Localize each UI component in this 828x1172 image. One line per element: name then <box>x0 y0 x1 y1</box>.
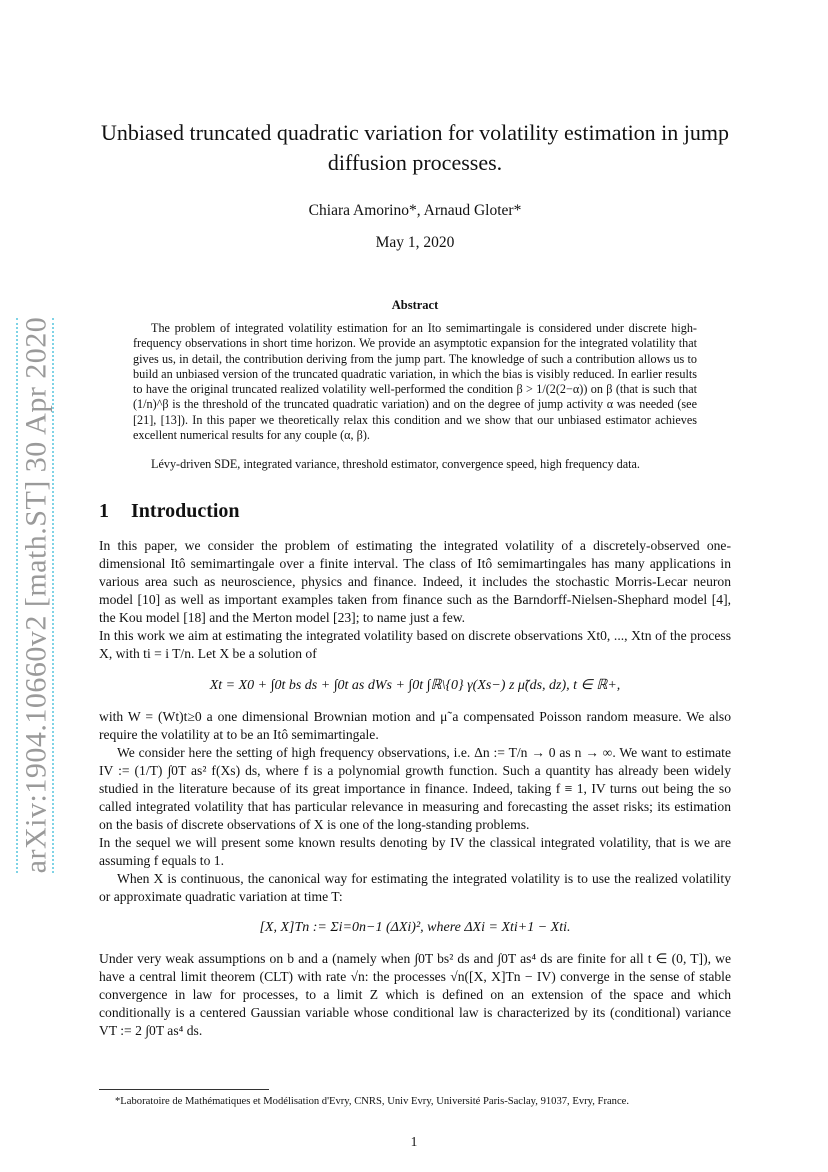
abstract-text: The problem of integrated volatility estimation for an Ito semimartingale is considered under discrete high-frequency observations in short time horizon. We provide an asymptotic expansion for the integrated volatility that gives us, in detail, the contribution deriving from the jump part. The knowledge of such a contribution allows us to build an unbiased version of the truncated quadratic variation, in which the bias is visibly reduced. In earlier results to have the original truncated realized volatility well-performed the condition β > 1/(2(2−α)) on β (that is such that (1/n)^β is the threshold of the truncated quadratic variation) and on the degree of jump activity α was needed (see [21], [13]). In this paper we theoretically relax this condition and we show that our unbiased estimator achieves excellent numerical results for any couple (α, β). <box>133 321 697 443</box>
keywords: Lévy-driven SDE, integrated variance, threshold estimator, convergence speed, high frequency data. <box>151 457 640 472</box>
abstract-heading: Abstract <box>391 298 439 312</box>
date: May 1, 2020 <box>375 234 455 251</box>
paragraph: In the sequel we will present some known results denoting by IV the classical integrated volatility, that is we are assuming f equals to 1. <box>99 835 731 869</box>
paragraph: In this paper, we consider the problem of estimating the integrated volatility of a discretely-observed one-dimensional Itô semimartingale over a finite interval. The class of Itô semimartingales has many applications in various area such as neuroscience, physics and finance. Indeed, it includes the stochastic Morris-Lecar neuron model [10] as well as important examples taken from finance such as the Barndorff-Nielsen-Shephard model [4], the Kou model [18] and the Merton model [23]; to name just a few. <box>99 538 731 626</box>
paper-title: Unbiased truncated quadratic variation for volatility estimation in jump diffusion processes. <box>100 120 730 175</box>
section-heading <box>99 500 731 523</box>
authors: Chiara Amorino*, Arnaud Gloter* <box>308 202 522 219</box>
arxiv-stamp <box>12 316 60 874</box>
paragraph: Under very weak assumptions on b and a (namely when ∫0T bs² ds and ∫0T as⁴ ds are finite for all t ∈ (0, T]), we have a central limit theorem (CLT) with rate √n: the processes √n([X, X]Tn − IV) converge in the sense of stable convergence in law for processes, to a limit Z which is defined on an extension of the space and which conditionally is a centered Gaussian variable whose conditional law is characterized by its (conditional) variance VT := 2 ∫0T as⁴ ds. <box>99 951 731 1039</box>
paragraph: In this work we aim at estimating the integrated volatility based on discrete observations Xt0, ..., Xtn of the process X, with ti = i T/n. Let X be a solution of <box>99 628 731 662</box>
equation-sde: Xt = X0 + ∫0t bs ds + ∫0t as dWs + ∫0t ∫ℝ\{0} γ(Xs−) z μ̃(ds, dz), t ∈ ℝ+, <box>209 678 621 694</box>
section-number: 1 <box>99 500 109 523</box>
footnote-rule <box>99 1089 269 1090</box>
equation-quadratic-variation: [X, X]Tn := Σi=0n−1 (ΔXi)², where ΔXi = Xti+1 − Xti. <box>259 920 571 936</box>
paragraph: with W = (Wt)t≥0 a one dimensional Brownian motion and μ̃ a compensated Poisson random measure. We also require the volatility at to be an Itô semimartingale. <box>99 709 731 743</box>
footnote: *Laboratoire de Mathématiques et Modélisation d'Evry, CNRS, Univ Evry, Université Paris-Saclay, 91037, Evry, France. <box>115 1096 630 1107</box>
paragraph: We consider here the setting of high frequency observations, i.e. Δn := T/n → 0 as n → ∞. We want to estimate IV := (1/T) ∫0T as² f(Xs) ds, where f is a polynomial growth function. Such a quantity has already been widely studied in the literature because of its great importance in finance. Indeed, taking f ≡ 1, IV turns out being the so called integrated volatility that has particular relevance in measuring and forecasting the asset risks; its estimation on the basis of discrete observations of X is one of the long-standing problems. <box>99 745 731 833</box>
arxiv-id: arXiv:1904.10660v2 [math.ST] 30 Apr 2020 <box>19 316 52 874</box>
paragraph: When X is continuous, the canonical way for estimating the integrated volatility is to use the realized volatility or approximate quadratic variation at time T: <box>99 871 731 905</box>
page-number: 1 <box>410 1134 418 1149</box>
paper-body <box>99 118 731 1040</box>
section-title: Introduction <box>131 500 240 523</box>
